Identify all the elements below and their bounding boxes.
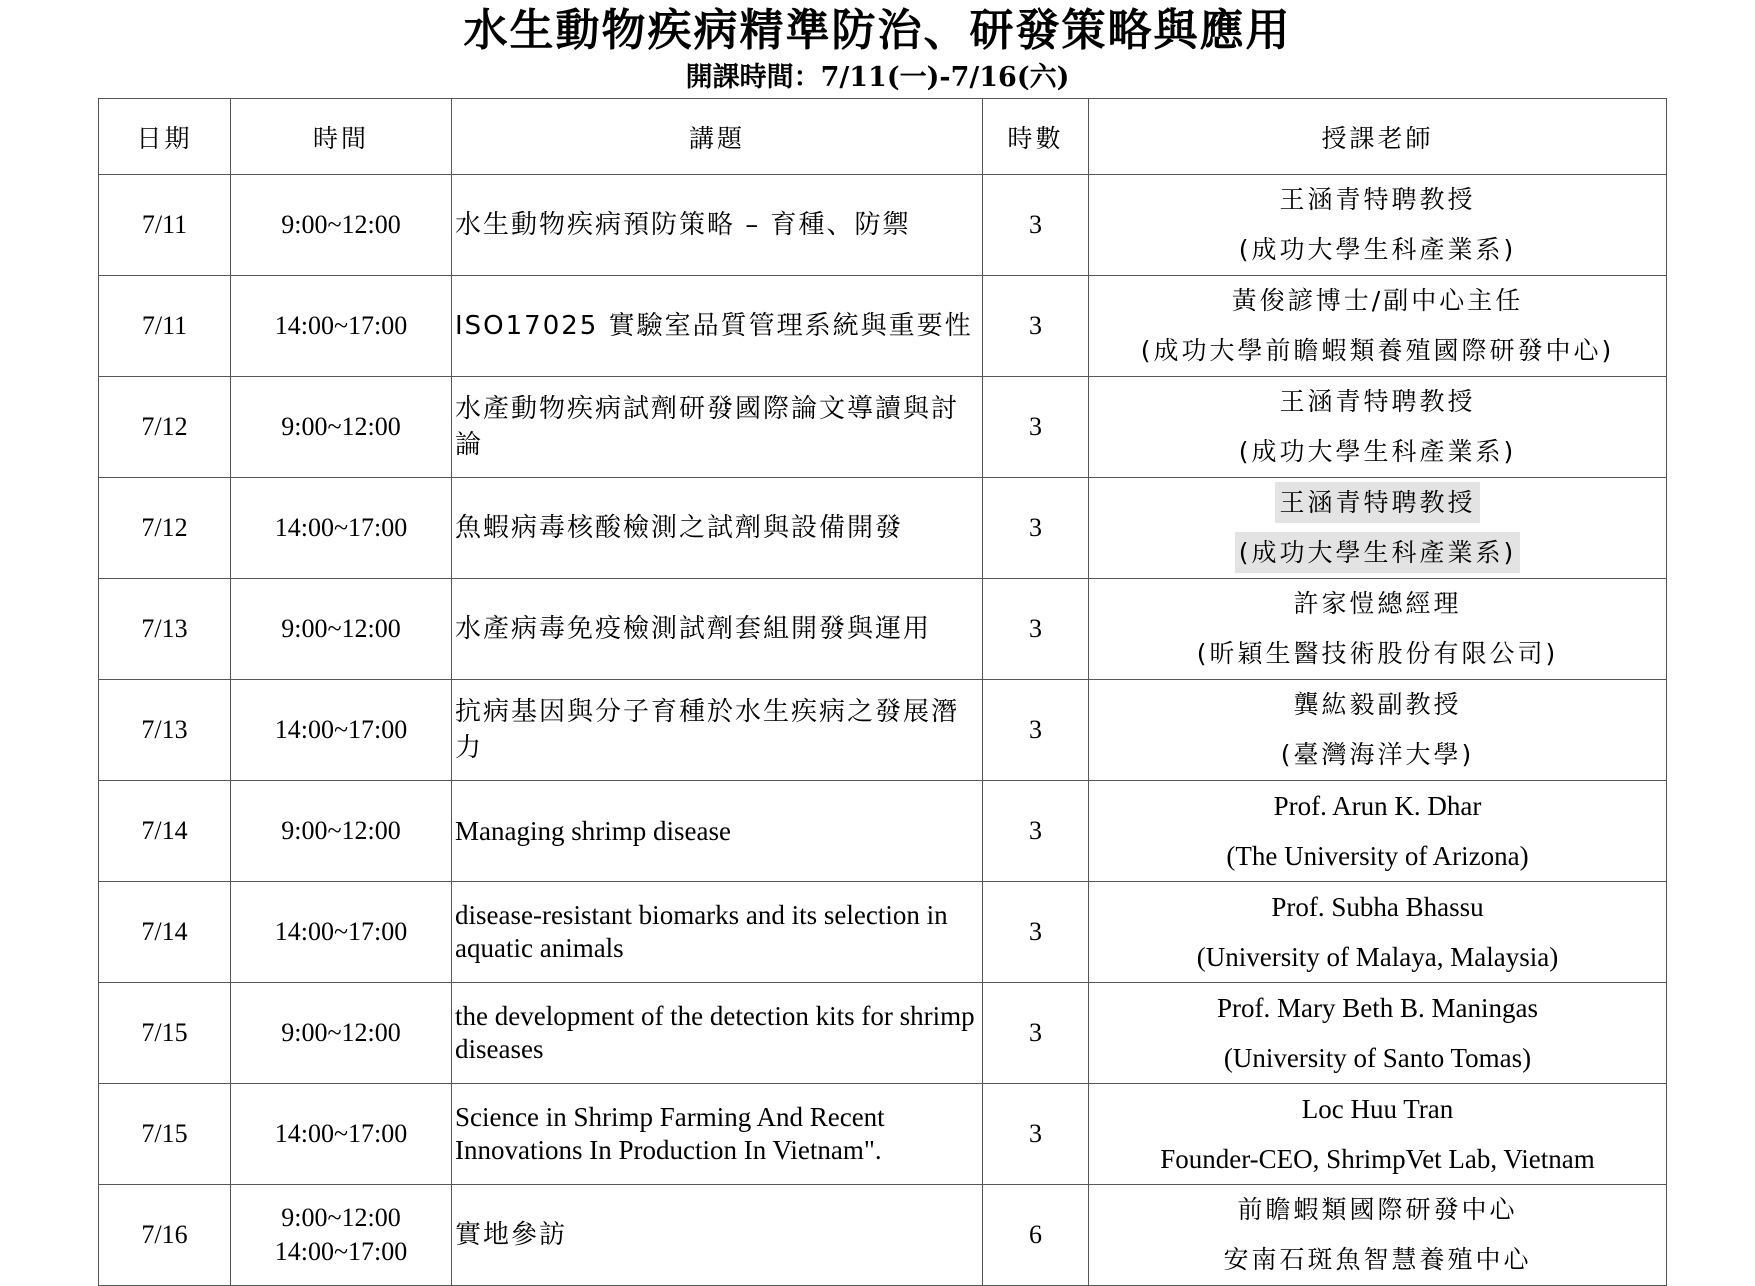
hours-cell: 3 [983, 276, 1089, 377]
teacher-name-text: 前瞻蝦類國際研發中心 [1237, 1195, 1518, 1224]
time-slot: 9:00~12:00 [281, 816, 401, 845]
date-cell: 7/11 [99, 276, 231, 377]
hours-cell: 6 [983, 1185, 1089, 1286]
teacher-affiliation [1089, 1134, 1666, 1184]
topic-cell: 水產動物疾病試劑研發國際論文導讀與討論 [452, 377, 983, 478]
teacher-affiliation-text: (成功大學前瞻蝦類養殖國際研發中心) [1140, 336, 1615, 365]
date-cell: 7/13 [99, 579, 231, 680]
teacher-affiliation [1089, 427, 1666, 477]
teacher-cell [1089, 680, 1667, 781]
schedule-table [98, 98, 1667, 1286]
teacher-cell [1089, 983, 1667, 1084]
hours-cell: 3 [983, 983, 1089, 1084]
teacher-name-text: 許家愷總經理 [1293, 589, 1462, 618]
table-row [99, 276, 1667, 377]
teacher-affiliation [1089, 831, 1666, 881]
time-cell [231, 377, 452, 478]
teacher-name [1089, 175, 1666, 225]
teacher-affiliation-text: (成功大學生科產業系) [1238, 437, 1517, 466]
teacher-name-text: 王涵青特聘教授 [1275, 482, 1479, 523]
teacher-cell [1089, 1084, 1667, 1185]
date-cell: 7/13 [99, 680, 231, 781]
time-slot: 9:00~12:00 [281, 412, 401, 441]
teacher-name [1089, 680, 1666, 730]
date-cell: 7/12 [99, 478, 231, 579]
teacher-cell [1089, 276, 1667, 377]
date-cell: 7/11 [99, 175, 231, 276]
time-slot: 14:00~17:00 [274, 1237, 408, 1266]
hours-cell: 3 [983, 377, 1089, 478]
teacher-name [1089, 276, 1666, 326]
topic-cell: 水產病毒免疫檢測試劑套組開發與運用 [452, 579, 983, 680]
teacher-name [1089, 1084, 1666, 1134]
time-cell [231, 882, 452, 983]
topic-cell: disease-resistant biomarks and its selection in aquatic animals [452, 882, 983, 983]
table-row [99, 882, 1667, 983]
date-cell: 7/14 [99, 781, 231, 882]
course-period: 開課時間：7/11(一)-7/16(六) [685, 62, 1070, 93]
teacher-cell [1089, 175, 1667, 276]
topic-cell: the development of the detection kits for shrimp diseases [452, 983, 983, 1084]
hours-cell: 3 [983, 781, 1089, 882]
table-row [99, 175, 1667, 276]
date-cell: 7/14 [99, 882, 231, 983]
teacher-cell [1089, 579, 1667, 680]
hours-cell: 3 [983, 1084, 1089, 1185]
teacher-name [1089, 983, 1666, 1033]
table-row [99, 1084, 1667, 1185]
topic-cell: 實地參訪 [452, 1185, 983, 1286]
date-cell: 7/16 [99, 1185, 231, 1286]
teacher-affiliation [1089, 326, 1666, 376]
hours-cell: 3 [983, 175, 1089, 276]
teacher-affiliation [1089, 225, 1666, 275]
time-slot: 14:00~17:00 [274, 513, 408, 542]
topic-cell: 抗病基因與分子育種於水生疾病之發展潛力 [452, 680, 983, 781]
header-time: 時間 [231, 99, 452, 175]
teacher-name-text: 王涵青特聘教授 [1279, 387, 1476, 416]
teacher-name-text: Prof. Arun K. Dhar [1273, 791, 1482, 821]
time-slot: 14:00~17:00 [274, 917, 408, 946]
time-cell [231, 175, 452, 276]
schedule-body [99, 175, 1667, 1286]
teacher-affiliation-text: (臺灣海洋大學) [1280, 740, 1475, 769]
teacher-affiliation-text: (University of Santo Tomas) [1223, 1043, 1532, 1073]
time-slot: 14:00~17:00 [274, 311, 408, 340]
teacher-affiliation-text: (The University of Arizona) [1226, 841, 1529, 871]
time-cell [231, 579, 452, 680]
time-slot: 9:00~12:00 [281, 1203, 401, 1232]
hours-cell: 3 [983, 680, 1089, 781]
table-row [99, 478, 1667, 579]
table-row [99, 983, 1667, 1084]
topic-cell: Managing shrimp disease [452, 781, 983, 882]
time-slot: 9:00~12:00 [281, 1018, 401, 1047]
header-topic: 講題 [452, 99, 983, 175]
time-cell [231, 1185, 452, 1286]
teacher-affiliation [1089, 528, 1666, 578]
teacher-affiliation-text: 安南石斑魚智慧養殖中心 [1223, 1245, 1532, 1274]
table-row [99, 1185, 1667, 1286]
table-row [99, 781, 1667, 882]
topic-cell: Science in Shrimp Farming And Recent Innovations In Production In Vietnam". [452, 1084, 983, 1185]
teacher-cell [1089, 377, 1667, 478]
date-cell: 7/12 [99, 377, 231, 478]
teacher-affiliation-text: (成功大學生科產業系) [1238, 235, 1517, 264]
table-row [99, 579, 1667, 680]
teacher-name-text: 王涵青特聘教授 [1279, 185, 1476, 214]
hours-cell: 3 [983, 579, 1089, 680]
teacher-cell [1089, 882, 1667, 983]
time-cell [231, 276, 452, 377]
teacher-name [1089, 781, 1666, 831]
teacher-affiliation [1089, 629, 1666, 679]
teacher-affiliation [1089, 1033, 1666, 1083]
teacher-name [1089, 1185, 1666, 1235]
time-cell [231, 680, 452, 781]
time-cell [231, 983, 452, 1084]
teacher-cell [1089, 781, 1667, 882]
teacher-name [1089, 478, 1666, 528]
teacher-affiliation-text: (University of Malaya, Malaysia) [1196, 942, 1559, 972]
header-date: 日期 [99, 99, 231, 175]
teacher-name-text: 龔紘毅副教授 [1293, 690, 1462, 719]
teacher-name-text: Prof. Mary Beth B. Maningas [1217, 993, 1538, 1023]
teacher-affiliation [1089, 932, 1666, 982]
teacher-cell [1089, 1185, 1667, 1286]
teacher-affiliation-text: (昕穎生醫技術股份有限公司) [1196, 639, 1559, 668]
teacher-name [1089, 882, 1666, 932]
header-teacher: 授課老師 [1089, 99, 1667, 175]
topic-cell: ISO17025 實驗室品質管理系統與重要性 [452, 276, 983, 377]
teacher-name-text: Loc Huu Tran [1301, 1094, 1454, 1124]
time-slot: 14:00~17:00 [274, 715, 408, 744]
teacher-affiliation [1089, 730, 1666, 780]
hours-cell: 3 [983, 478, 1089, 579]
date-cell: 7/15 [99, 983, 231, 1084]
time-cell [231, 781, 452, 882]
time-slot: 9:00~12:00 [281, 614, 401, 643]
teacher-cell [1089, 478, 1667, 579]
teacher-affiliation [1089, 1235, 1666, 1285]
header-hours: 時數 [983, 99, 1089, 175]
topic-cell: 水生動物疾病預防策略 – 育種、防禦 [452, 175, 983, 276]
teacher-name-text: 黃俊諺博士/副中心主任 [1231, 286, 1524, 315]
document-title: 水生動物疾病精準防治、研發策略與應用 [463, 5, 1292, 56]
schedule-header [99, 99, 1667, 175]
time-slot: 14:00~17:00 [274, 1119, 408, 1148]
teacher-affiliation-text: (成功大學生科產業系) [1235, 532, 1521, 573]
table-row [99, 680, 1667, 781]
hours-cell: 3 [983, 882, 1089, 983]
teacher-name [1089, 579, 1666, 629]
time-cell [231, 1084, 452, 1185]
time-slot: 9:00~12:00 [281, 210, 401, 239]
date-cell: 7/15 [99, 1084, 231, 1185]
header-row [99, 99, 1667, 175]
teacher-affiliation-text: Founder-CEO, ShrimpVet Lab, Vietnam [1160, 1144, 1595, 1174]
table-row [99, 377, 1667, 478]
teacher-name-text: Prof. Subha Bhassu [1271, 892, 1484, 922]
topic-cell: 魚蝦病毒核酸檢測之試劑與設備開發 [452, 478, 983, 579]
teacher-name [1089, 377, 1666, 427]
time-cell [231, 478, 452, 579]
